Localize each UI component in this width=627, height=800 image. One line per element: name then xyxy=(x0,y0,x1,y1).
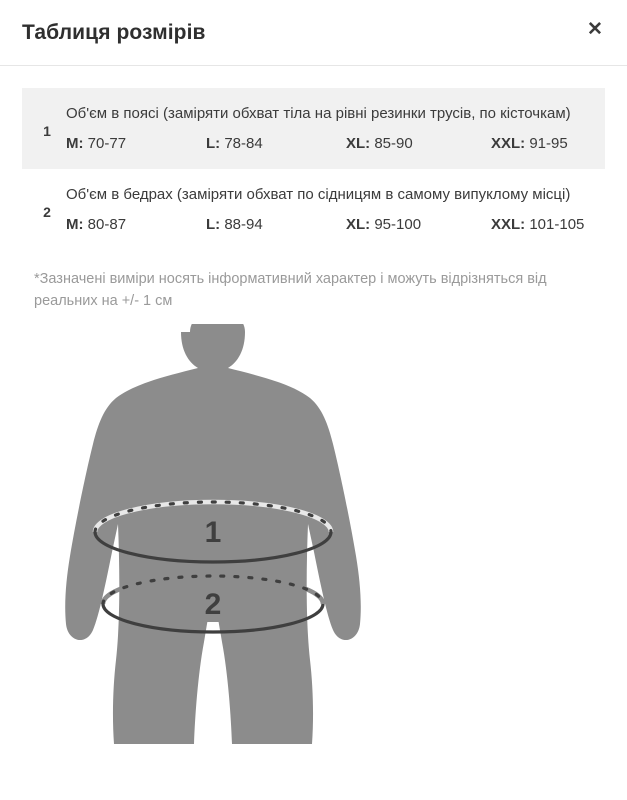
size-value-xl: 95-100 xyxy=(374,216,422,233)
size-cell-xl xyxy=(346,214,491,236)
size-label-m: M: xyxy=(66,216,84,233)
size-label-l: L: xyxy=(206,135,221,152)
body-figure-svg xyxy=(0,324,627,744)
measurement-content xyxy=(60,183,591,236)
size-value-m: 80-87 xyxy=(87,216,127,233)
measurement-description: Об'єм в поясі (заміряти обхват тіла на рівні резинки трусів, по кісточкам) xyxy=(66,105,571,122)
size-cell-l xyxy=(206,133,346,155)
measurement-description: Об'єм в бедрах (заміряти обхват по сідницям в самому випуклому місці) xyxy=(66,186,571,203)
size-cell-m xyxy=(66,133,206,155)
size-label-xxl: XXL: xyxy=(491,216,526,233)
size-list xyxy=(66,133,591,155)
size-list xyxy=(66,214,591,236)
disclaimer-note: *Зазначені виміри носять інформативний характер і можуть відрізняться від реальних на +/- 1 см xyxy=(34,271,547,309)
measurement-row-hips xyxy=(22,169,605,250)
measurement-content xyxy=(60,102,591,155)
modal-body xyxy=(0,66,627,312)
size-label-xl: XL: xyxy=(346,135,371,152)
size-value-l: 78-84 xyxy=(224,135,263,152)
size-value-xl: 85-90 xyxy=(374,135,413,152)
measurement-index: 2 xyxy=(43,204,51,220)
size-label-xxl: XXL: xyxy=(491,135,526,152)
body-measurement-illustration xyxy=(0,324,627,744)
size-cell-xxl xyxy=(491,133,568,155)
size-cell-xxl xyxy=(491,214,584,236)
size-value-m: 70-77 xyxy=(87,135,127,152)
size-cell-m xyxy=(66,214,206,236)
size-cell-l xyxy=(206,214,346,236)
size-value-xxl: 91-95 xyxy=(529,135,568,152)
size-label-xl: XL: xyxy=(346,216,371,233)
size-value-l: 88-94 xyxy=(224,216,263,233)
measurement-row-waist xyxy=(22,88,605,169)
measurement-index: 1 xyxy=(43,123,51,139)
size-label-l: L: xyxy=(206,216,221,233)
size-cell-xl xyxy=(346,133,491,155)
page-title: Таблиця розмірів xyxy=(22,21,206,44)
close-icon[interactable]: ✕ xyxy=(579,14,611,46)
modal-header xyxy=(0,0,627,66)
size-value-xxl: 101-105 xyxy=(529,216,585,233)
waist-marker-label: 1 xyxy=(204,516,222,549)
size-label-m: M: xyxy=(66,135,84,152)
hips-marker-label: 2 xyxy=(204,588,222,621)
